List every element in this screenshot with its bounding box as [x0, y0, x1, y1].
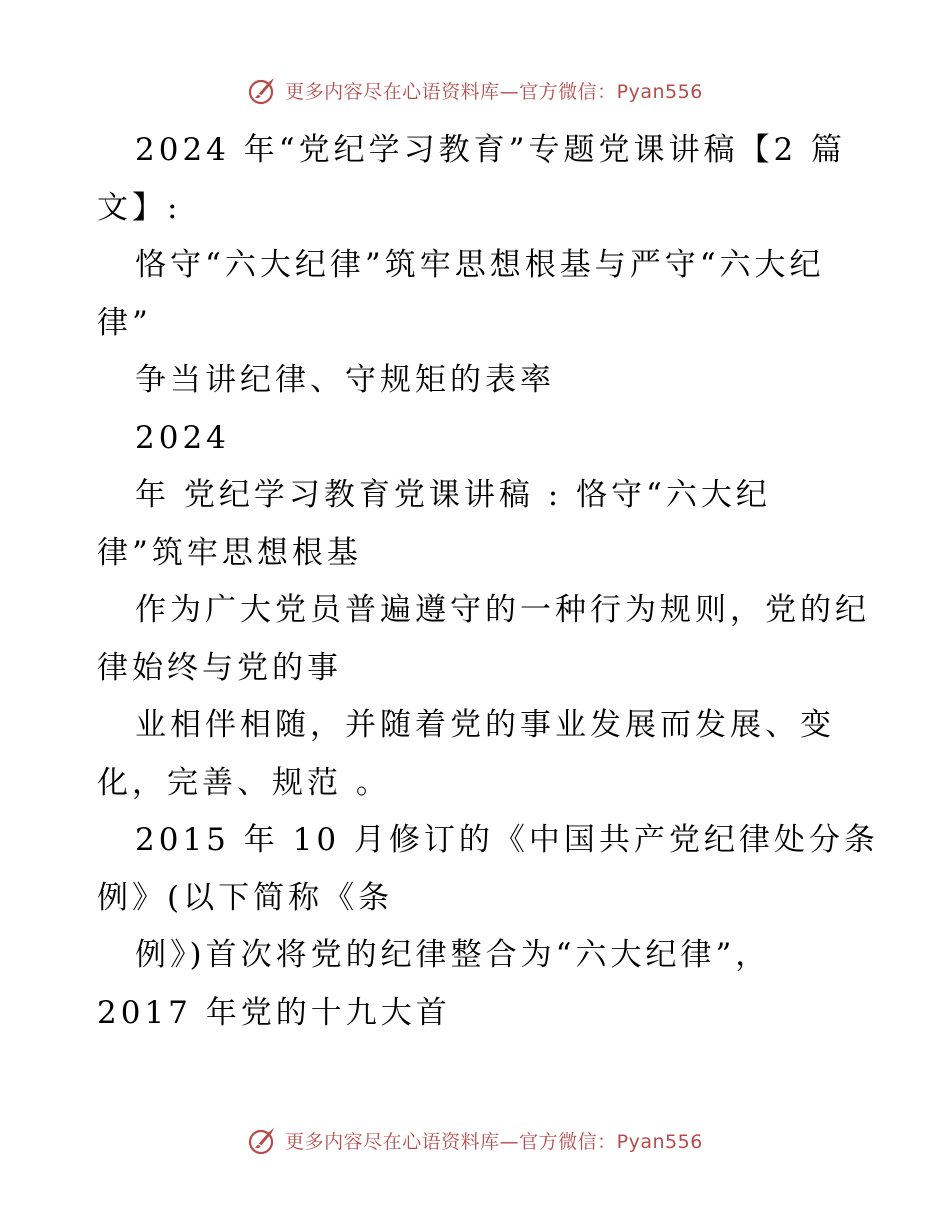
text-line: 2017 年党的十九大首 [97, 994, 451, 1031]
text-line: 年 党纪学习教育党课讲稿 : 恪守“六大纪 [135, 477, 771, 513]
text-line: 2024 [135, 419, 230, 456]
text-line: 化，完善、规范 。 [97, 764, 391, 801]
text-line: 2024 年“党纪学习教育”专题党课讲稿【2 篇 [135, 132, 847, 168]
text-line: 律始终与党的事 [97, 649, 342, 686]
banner-text: 更多内容尽在心语资料库—官方微信：Pyan556 [285, 80, 703, 103]
text-line: 文】: [97, 189, 182, 226]
text-line: 律” [97, 304, 152, 341]
text-line: 律”筑牢思想根基 [97, 534, 362, 571]
text-line: 业相伴相随，并随着党的事业发展而发展、变 [135, 707, 835, 743]
document-body [97, 122, 879, 1042]
quill-pen-logo-icon [247, 74, 279, 106]
text-line: 例》(以下简称《条 [97, 879, 394, 916]
text-line: 2015 年 10 月修订的《中国共产党纪律处分条 [135, 822, 879, 858]
text-line: 作为广大党员普遍遵守的一种行为规则，党的纪 [135, 592, 870, 628]
footer-banner [0, 1120, 950, 1160]
text-line: 例》)首次将党的纪律整合为“六大纪律”， [135, 937, 771, 973]
text-line: 恪守“六大纪律”筑牢思想根基与严守“六大纪 [135, 247, 825, 283]
header-banner [0, 70, 950, 110]
banner-text: 更多内容尽在心语资料库—官方微信：Pyan556 [285, 1130, 703, 1153]
quill-pen-logo-icon [247, 1124, 279, 1156]
text-line: 争当讲纪律、守规矩的表率 [135, 362, 555, 398]
